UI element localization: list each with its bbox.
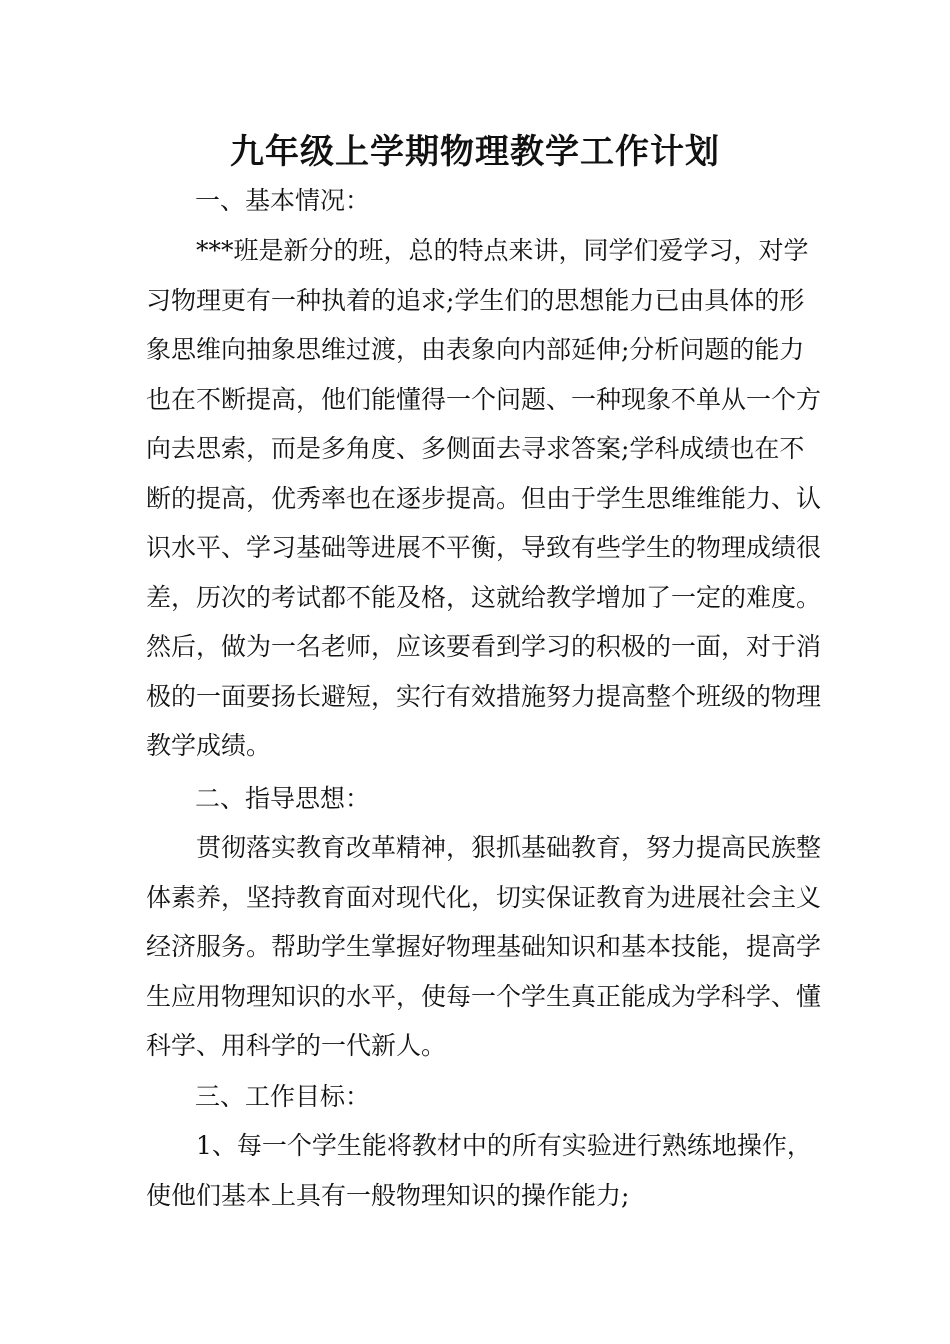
section-heading-guiding-ideology: 二、指导思想： bbox=[195, 784, 371, 813]
paragraph-text: 贯彻落实教育改革精神，狠抓基础教育，努力提高民族整体素养，坚持教育面对现代化，切实保证教育为进展社会主义经济服务。帮助学生掌握好物理基础知识和基本技能，提高学生应用物理知识的水平，使每一个学生真正能成为学科学、懂科学、用科学的一代新人。 bbox=[146, 833, 822, 1060]
document-title: 九年级上学期物理教学工作计划 bbox=[230, 132, 720, 172]
section-heading-work-goals: 三、工作目标： bbox=[195, 1082, 371, 1111]
section-item-work-goal-1 bbox=[146, 1121, 826, 1220]
section-paragraph-basic-situation bbox=[146, 226, 826, 771]
paragraph-text: 1、每一个学生能将教材中的所有实验进行熟练地操作，使他们基本上具有一般物理知识的操作能力; bbox=[146, 1131, 812, 1210]
section-paragraph-guiding-ideology bbox=[146, 823, 826, 1071]
paragraph-text: ***班是新分的班，总的特点来讲，同学们爱学习，对学习物理更有一种执着的追求;学生们的思想能力已由具体的形象思维向抽象思维过渡，由表象向内部延伸;分析问题的能力也在不断提高，他们能懂得一个问题、一种现象不单从一个方向去思索，而是多角度、多侧面去寻求答案;学科成绩也在不断的提高，优秀率也在逐步提高。但由于学生思维维能力、认识水平、学习基础等进展不平衡，导致有些学生的物理成绩很差，历次的考试都不能及格，这就给教学增加了一定的难度。然后，做为一名老师，应该要看到学习的积极的一面，对于消极的一面要扬长避短，实行有效措施努力提高整个班级的物理教学成绩。 bbox=[146, 236, 822, 760]
section-heading-basic-situation: 一、基本情况： bbox=[195, 186, 371, 215]
